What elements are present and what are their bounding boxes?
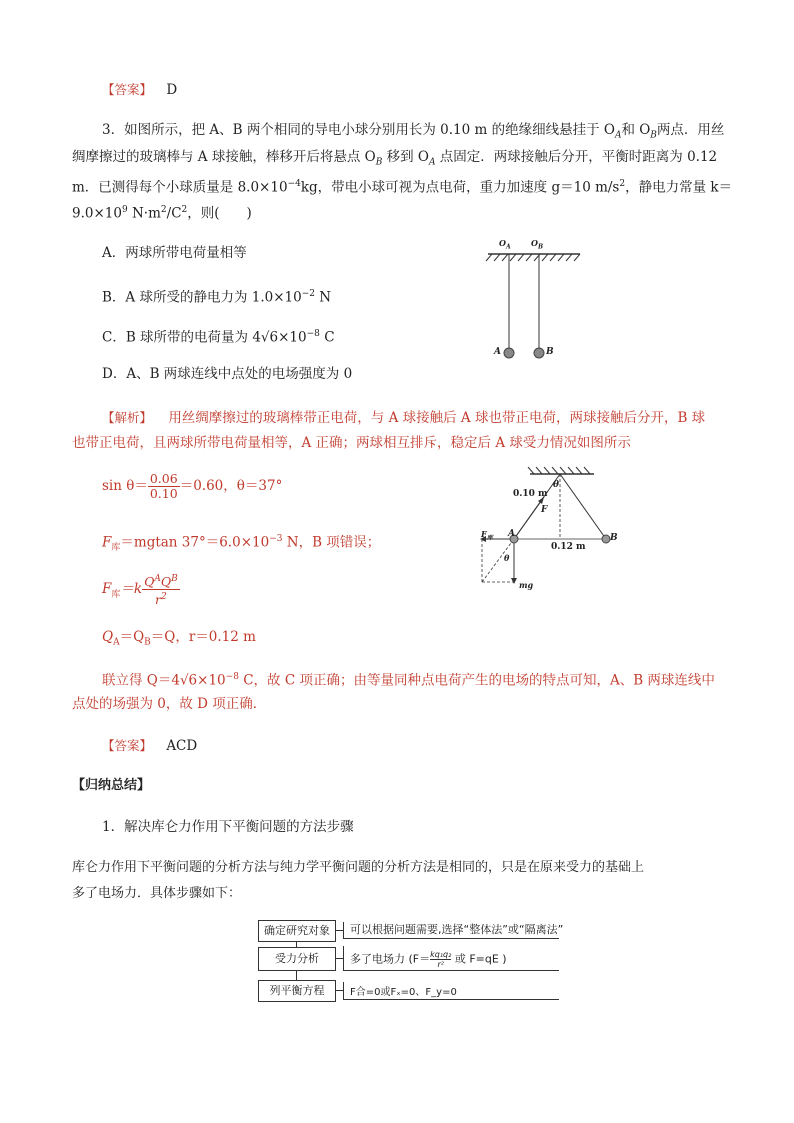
answer-row-2 — [102, 736, 197, 756]
summary-item-1: 1．解决库仑力作用下平衡问题的方法步骤 — [102, 819, 354, 835]
option-a: A．两球所带电荷量相等 — [102, 245, 247, 261]
flow-underline-1 — [343, 938, 559, 939]
fig2-b: B — [610, 533, 618, 543]
option-b: B．A 球所受的静电力为 $1.0\times 10^{-2}$ N — [102, 289, 332, 306]
flow-desc-2: 多了电场力 (F＝ $\frac{\text{kq₁q₂}}{\text{r²}}$ 或 F=qE ) — [350, 950, 507, 969]
fig2-mg: mg — [519, 580, 534, 590]
flow-desc-3: F合=0或Fₓ=0、F_y=0 — [350, 987, 457, 998]
flow-step-1: 确定研究对象 — [258, 920, 336, 942]
option-d: D．A、B 两球连线中点处的电场强度为 0 — [102, 366, 353, 382]
flow-bracket-1 — [343, 922, 344, 938]
fig2-dist: 0.12 m — [551, 542, 586, 552]
flow-connector-2 — [335, 958, 343, 959]
summary-para-1: 库仑力作用下平衡问题的分析方法与纯力学平衡问题的分析方法是相同的，只是在原来受力的基础上 — [72, 860, 645, 875]
question-line-3: m．已测得每个小球质量是 $8.0\times 10^{-4}kg$，带电小球可视为点电荷，重力加速度 g＝10 $m/s^2$，静电力常量 k＝ — [72, 179, 733, 196]
option-c: C．B 球所带的电荷量为 $4√6\times 10^{-8}$ C — [102, 329, 335, 346]
fig2-a: A — [508, 529, 515, 539]
flow-link-2 — [296, 970, 297, 980]
fig2-length: 0.10 m — [513, 489, 548, 499]
label-b: B — [546, 347, 554, 357]
question-line-4: $9.0\times 10^9$ $N\cdot m^2/C^2$，则( ) — [72, 205, 252, 222]
conclusion-line-2: 点处的场强为 0，故 D 项正确． — [72, 696, 267, 712]
force-equation-1: $F_库=mgtan$ $37^\circ=6.0\times 10^{-3}$ N，B 项错误； — [102, 534, 381, 554]
answer-tag-2: 【答案】 — [102, 738, 153, 753]
analysis-line-2: 也带正电荷，且两球所带电荷量相等，A 正确；两球相互排斥，稳定后 A 球受力情况如图所示 — [72, 435, 631, 451]
flow-underline-3 — [343, 999, 559, 1000]
charge-equation: $Q_A=Q_B=Q$，r＝0.12 m — [102, 629, 256, 648]
flow-desc-1: 可以根据问题需要,选择“整体法”或“隔离法” — [350, 923, 564, 936]
answer-row-1 — [102, 80, 177, 100]
answer-value-2: ACD — [166, 738, 198, 754]
conclusion-line-1: 联立得 $Q=4√6\times 10^{-8}$ C，故 C 项正确；由等量同种点电荷产生的电场的特点可知，A、B 两球连线中 — [102, 672, 715, 689]
flow-underline-2 — [343, 970, 559, 971]
flow-bracket-2 — [343, 946, 344, 970]
flow-connector-3 — [335, 990, 343, 991]
flow-step-2: 受力分析 — [258, 947, 336, 971]
flow-step-3: 列平衡方程 — [258, 980, 336, 1002]
fig2-theta: θ — [553, 480, 560, 490]
summary-heading: 【归纳总结】 — [72, 778, 151, 793]
label-a: A — [494, 347, 501, 357]
flow-bracket-3 — [343, 982, 344, 999]
summary-para-2: 多了电场力．具体步骤如下： — [72, 886, 242, 901]
answer-tag: 【答案】 — [102, 82, 153, 97]
analysis-line-1: 【解析】 用丝绸摩擦过的玻璃棒带正电荷，与 A 球接触后 A 球也带正电荷，两球接触后分开，B 球 — [102, 410, 706, 426]
force-equation-2: $F_库=k$ $\frac{Q^AQ^B}{r^2}$ — [102, 574, 178, 608]
answer-value: D — [166, 82, 178, 98]
label-oa: $O_A$ — [499, 238, 511, 251]
fig2-fk: $F_库$ — [481, 529, 493, 542]
flow-connector-1 — [335, 930, 343, 931]
fig2-f: F — [541, 505, 548, 515]
label-ob: $O_B$ — [531, 238, 544, 251]
question-line-1: 3．如图所示，把 A、B 两个相同的导电小球分别用长为 0.10 m 的绝缘细线悬挂于 $O_A$和 $O_B$两点．用丝 — [102, 122, 725, 141]
fig2-theta2: θ — [504, 553, 510, 563]
question-line-2: 绸摩擦过的玻璃棒与 A 球接触，棒移开后将悬点 $O_B$ 移到 $O_A$ 点固定．两球接触后分开，平衡时距离为 0.12 — [72, 149, 718, 168]
sin-equation: sin θ＝ $\frac{0.06}{0.10}$ ＝0.60，θ＝37° — [102, 471, 283, 501]
